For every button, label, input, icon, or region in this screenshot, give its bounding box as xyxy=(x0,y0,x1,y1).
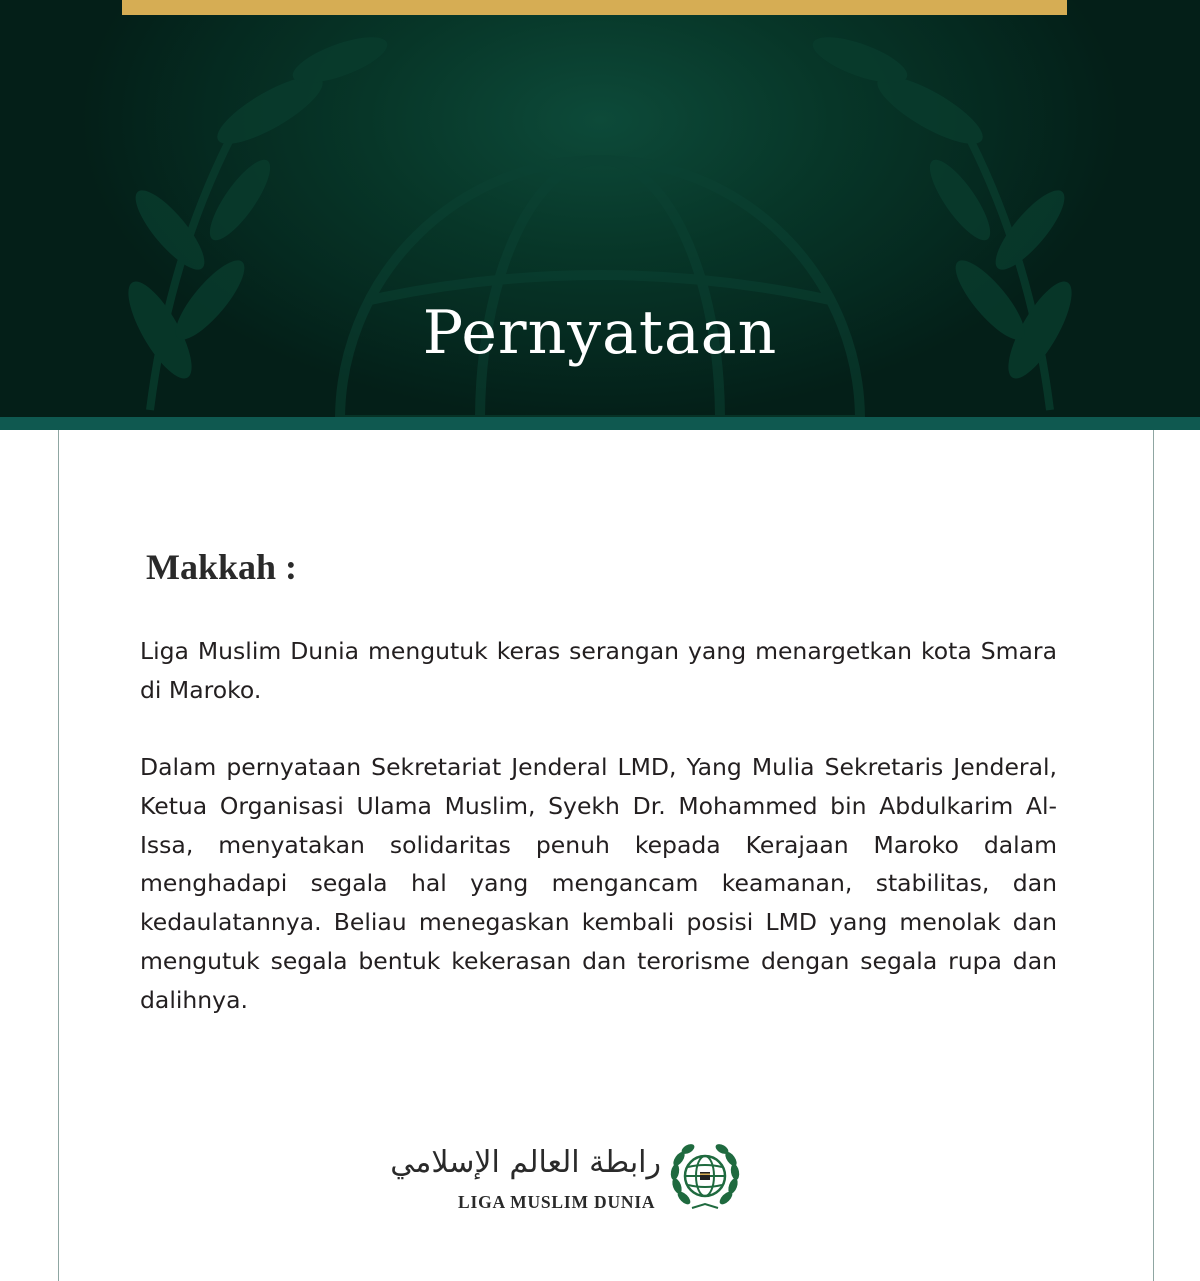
gold-accent-bar xyxy=(122,0,1067,15)
logo-arabic-name: رابطة العالم الإسلامي xyxy=(390,1145,661,1180)
header-bottom-stripe xyxy=(0,417,1200,430)
header-banner xyxy=(0,0,1200,417)
globe-wreath-icon xyxy=(667,1138,743,1214)
paragraph-1: Liga Muslim Dunia mengutuk keras serangan yang menargetkan kota Smara di Maroko. xyxy=(140,637,1057,704)
page-title: Pernyataan xyxy=(422,298,778,368)
dateline: Makkah : xyxy=(146,547,298,587)
logo-latin-name: LIGA MUSLIM DUNIA xyxy=(458,1192,656,1212)
paragraph-2: Dalam pernyataan Sekretariat Jenderal LMD, Yang Mulia Sekretaris Jenderal, Ketua Organisasi Ulama Muslim, Syekh Dr. Mohammed bin Abdulkarim Al-Issa, menyatakan solidaritas penuh kepada Kerajaan Maroko dalam menghadapi segala hal yang mengancam keamanan, stabilitas, dan kedaulatannya. Beliau menegaskan kembali posisi LMD yang menolak dan mengutuk segala bentuk kekerasan dan terorisme dengan segala rupa dan dalihnya. xyxy=(140,753,1057,1014)
footer-logo xyxy=(390,1138,745,1218)
